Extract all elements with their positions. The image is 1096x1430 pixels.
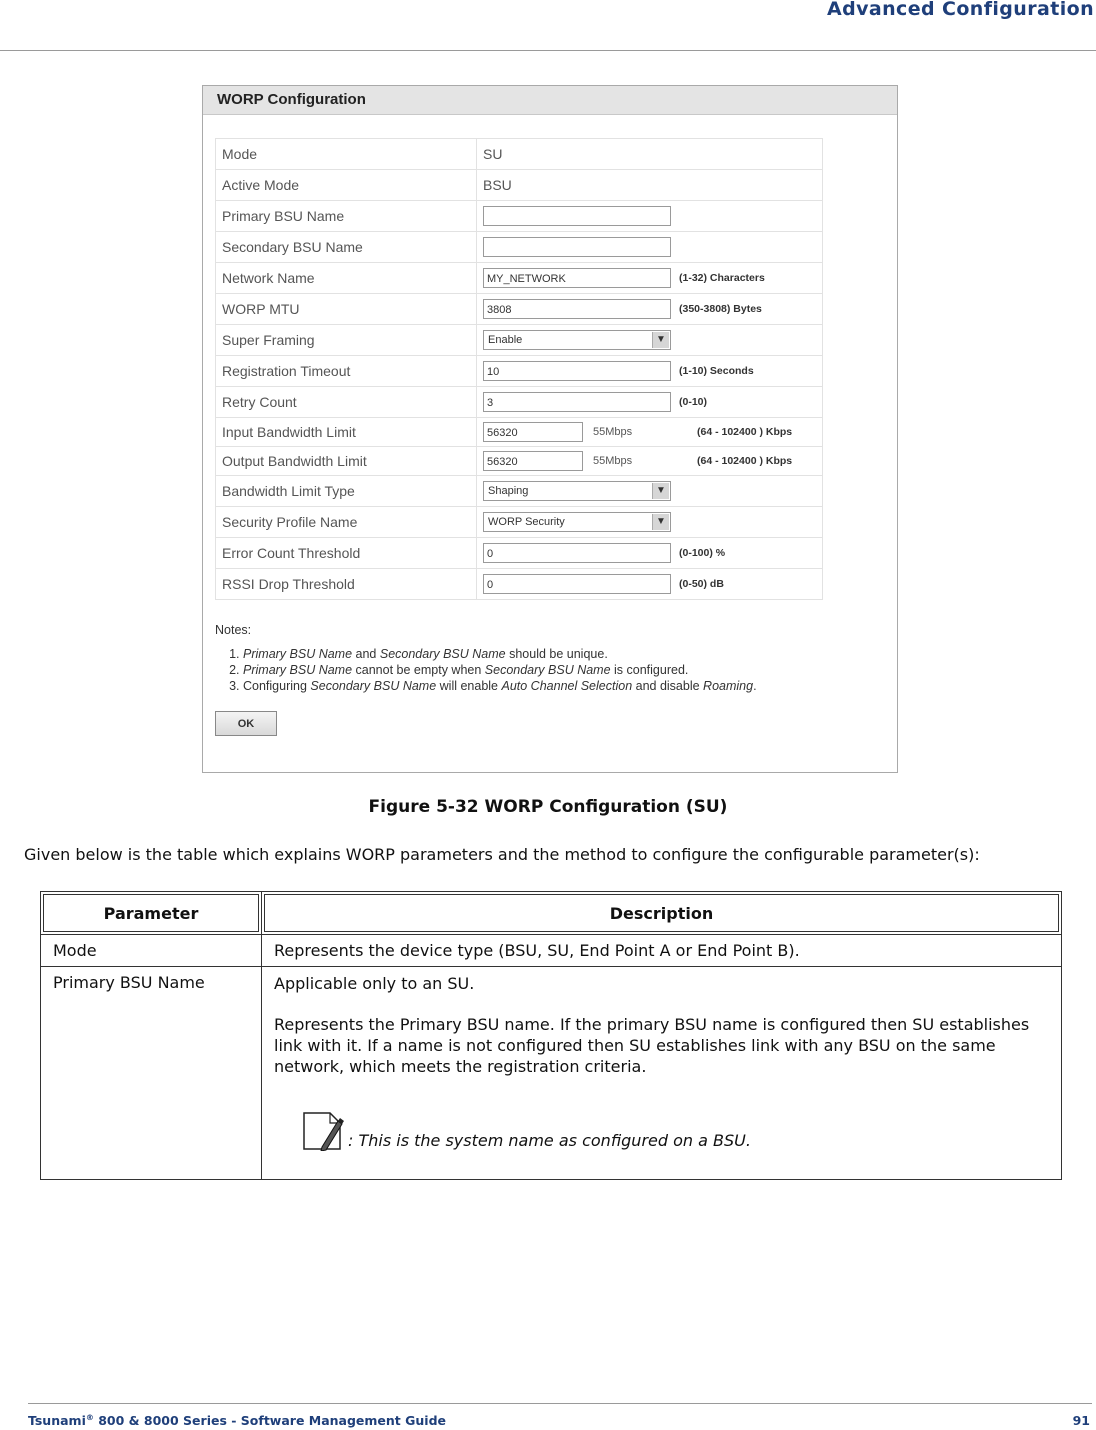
config-row-primary-bsu-name xyxy=(216,201,823,232)
page-number: 91 xyxy=(1072,1413,1090,1428)
config-row-output-bandwidth-limit xyxy=(216,447,823,476)
note-text: should be unique. xyxy=(505,647,608,661)
note-callout xyxy=(300,1111,1049,1151)
notes-section xyxy=(215,623,885,694)
field-label: Registration Timeout xyxy=(216,356,477,387)
config-row-security-profile-name xyxy=(216,507,823,538)
retry-count-input[interactable]: 3 xyxy=(483,392,671,412)
field-label: Error Count Threshold xyxy=(216,538,477,569)
note-text: Configuring xyxy=(243,679,311,693)
primary-bsu-name-input[interactable] xyxy=(483,206,671,226)
note-text: : This is the system name as configured on a BSU. xyxy=(348,1131,751,1150)
section-title: Advanced Configuration xyxy=(827,0,1094,20)
registered-mark: ® xyxy=(85,1413,94,1422)
config-row-super-framing xyxy=(216,325,823,356)
table-row xyxy=(41,935,1062,967)
config-row-retry-count xyxy=(216,387,823,418)
parameter-table xyxy=(40,891,1062,1180)
field-label: Input Bandwidth Limit xyxy=(216,418,477,447)
rssi-drop-threshold-input[interactable]: 0 xyxy=(483,574,671,594)
guide-name: 800 & 8000 Series - Software Management Guide xyxy=(93,1413,447,1429)
field-label: Active Mode xyxy=(216,170,477,201)
field-label: Retry Count xyxy=(216,387,477,418)
table-row xyxy=(41,967,1062,1180)
note-text: . xyxy=(753,679,757,693)
parameter-name: Mode xyxy=(41,935,262,967)
input-bandwidth-input[interactable]: 56320 xyxy=(483,422,583,442)
note-term: Roaming xyxy=(703,679,754,693)
parameter-name: Primary BSU Name xyxy=(41,967,262,1180)
parameter-description: Represents the device type (BSU, SU, End Point A or End Point B). xyxy=(262,935,1062,967)
config-row-mode xyxy=(216,139,823,170)
field-label: Network Name xyxy=(216,263,477,294)
note-item xyxy=(243,662,885,678)
chevron-down-icon: ▼ xyxy=(652,514,669,530)
note-term: Primary BSU Name xyxy=(243,647,353,661)
config-row-secondary-bsu-name xyxy=(216,232,823,263)
field-label: Secondary BSU Name xyxy=(216,232,477,263)
range-hint: (0-50) dB xyxy=(679,578,724,590)
field-label: Super Framing xyxy=(216,325,477,356)
secondary-bsu-name-input[interactable] xyxy=(483,237,671,257)
notes-title: Notes: xyxy=(215,623,252,637)
config-row-input-bandwidth-limit xyxy=(216,418,823,447)
field-label: Mode xyxy=(216,139,477,170)
output-bandwidth-input[interactable]: 56320 xyxy=(483,451,583,471)
range-hint: (0-10) xyxy=(679,396,708,408)
field-label: RSSI Drop Threshold xyxy=(216,569,477,600)
note-pencil-icon xyxy=(300,1111,348,1151)
description-line: Applicable only to an SU. xyxy=(274,974,475,993)
registration-timeout-input[interactable]: 10 xyxy=(483,361,671,381)
note-term: Secondary BSU Name xyxy=(310,679,437,693)
notes-list xyxy=(215,646,885,694)
note-text: will enable xyxy=(436,679,502,693)
description-paragraph: Represents the Primary BSU name. If the primary BSU name is configured then SU establishes link with it. If a name is not configured then SU establishes link with any BSU on the same network, which meets the registration criteria. xyxy=(274,1015,1030,1076)
worp-mtu-input[interactable]: 3808 xyxy=(483,299,671,319)
field-label: Primary BSU Name xyxy=(216,201,477,232)
field-label: Security Profile Name xyxy=(216,507,477,538)
field-value: SU xyxy=(477,139,823,170)
table-header-row xyxy=(41,892,1062,935)
config-row-error-count-threshold xyxy=(216,538,823,569)
rate-label: 55Mbps xyxy=(593,455,633,467)
ok-button[interactable]: OK xyxy=(215,711,277,736)
network-name-input[interactable]: MY_NETWORK xyxy=(483,268,671,288)
field-value: BSU xyxy=(477,170,823,201)
config-row-bandwidth-limit-type xyxy=(216,476,823,507)
range-hint: (1-10) Seconds xyxy=(679,365,754,377)
note-term: Secondary BSU Name xyxy=(379,647,506,661)
config-row-worp-mtu xyxy=(216,294,823,325)
range-hint: (0-100) % xyxy=(679,547,726,559)
range-hint: (64 - 102400 ) Kbps xyxy=(697,426,793,438)
intro-paragraph: Given below is the table which explains WORP parameters and the method to configure the configurable parameter(s): xyxy=(24,845,980,864)
error-count-threshold-input[interactable]: 0 xyxy=(483,543,671,563)
note-text: and xyxy=(352,647,380,661)
note-text: cannot be empty when xyxy=(352,663,485,677)
worp-config-table xyxy=(215,138,823,600)
figure-caption: Figure 5-32 WORP Configuration (SU) xyxy=(368,797,728,817)
chevron-down-icon: ▼ xyxy=(652,332,669,348)
range-hint: (350-3808) Bytes xyxy=(679,303,762,315)
field-label: WORP MTU xyxy=(216,294,477,325)
select-value: Enable xyxy=(488,334,523,346)
range-hint: (1-32) Characters xyxy=(679,272,765,284)
range-hint: (64 - 102400 ) Kbps xyxy=(697,455,793,467)
note-term: Primary BSU Name xyxy=(243,663,353,677)
field-label: Bandwidth Limit Type xyxy=(216,476,477,507)
page-header xyxy=(0,0,1096,51)
chevron-down-icon: ▼ xyxy=(652,483,669,499)
config-row-registration-timeout xyxy=(216,356,823,387)
note-item xyxy=(243,678,885,694)
note-text: and disable xyxy=(632,679,704,693)
note-item xyxy=(243,646,885,662)
page-footer xyxy=(28,1403,1092,1430)
security-profile-select[interactable] xyxy=(483,512,671,532)
panel-title: WORP Configuration xyxy=(203,86,897,115)
parameter-description xyxy=(262,967,1062,1180)
select-value: WORP Security xyxy=(488,516,565,528)
config-row-active-mode xyxy=(216,170,823,201)
note-text: is configured. xyxy=(610,663,689,677)
worp-configuration-figure xyxy=(202,85,898,773)
config-row-rssi-drop-threshold xyxy=(216,569,823,600)
footer-doc-title xyxy=(28,1413,446,1428)
rate-label: 55Mbps xyxy=(593,426,633,438)
select-value: Shaping xyxy=(488,485,529,497)
super-framing-select[interactable] xyxy=(483,330,671,350)
bandwidth-limit-type-select[interactable] xyxy=(483,481,671,501)
product-name: Tsunami xyxy=(28,1413,86,1429)
field-label: Output Bandwidth Limit xyxy=(216,447,477,476)
column-header-description: Description xyxy=(262,892,1062,935)
config-row-network-name xyxy=(216,263,823,294)
column-header-parameter: Parameter xyxy=(41,892,262,935)
note-term: Auto Channel Selection xyxy=(501,679,633,693)
note-term: Secondary BSU Name xyxy=(484,663,611,677)
